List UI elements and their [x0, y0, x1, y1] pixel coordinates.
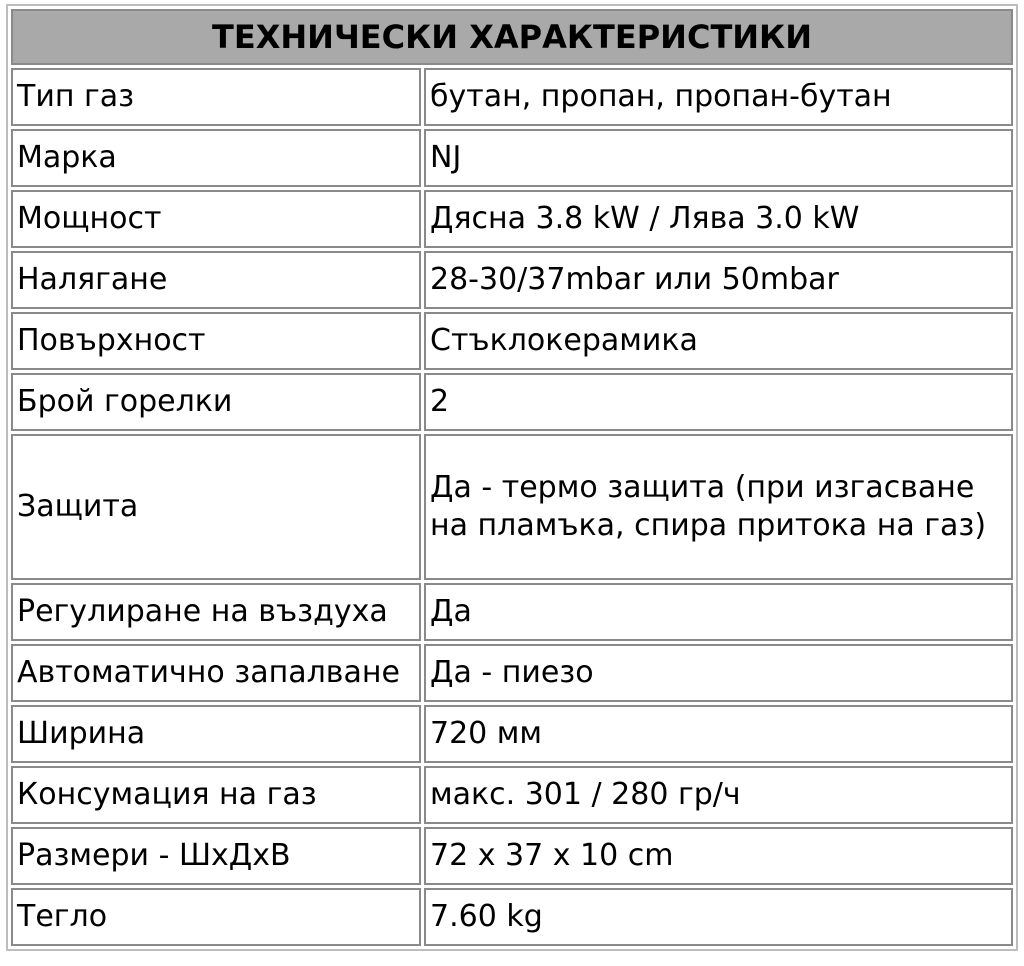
spec-value: 2 [424, 373, 1013, 431]
spec-row-air-regulation [11, 583, 1013, 641]
spec-value: Дясна 3.8 kW / Лява 3.0 kW [424, 190, 1013, 248]
spec-value: 72 x 37 x 10 cm [424, 827, 1013, 885]
spec-table [6, 4, 1018, 951]
spec-value: Да - пиезо [424, 644, 1013, 702]
spec-row-brand [11, 129, 1013, 187]
spec-row-dimensions [11, 827, 1013, 885]
spec-label: Налягане [11, 251, 421, 309]
spec-row-surface [11, 312, 1013, 370]
spec-label: Защита [11, 434, 421, 580]
spec-value: NJ [424, 129, 1013, 187]
spec-label: Размери - ШxДxВ [11, 827, 421, 885]
spec-label: Консумация на газ [11, 766, 421, 824]
spec-label: Ширина [11, 705, 421, 763]
spec-row-weight [11, 888, 1013, 946]
spec-row-pressure [11, 251, 1013, 309]
spec-value: бутан, пропан, пропан-бутан [424, 68, 1013, 126]
spec-row-burners [11, 373, 1013, 431]
spec-value: макс. 301 / 280 гр/ч [424, 766, 1013, 824]
spec-label: Брой горелки [11, 373, 421, 431]
table-title: ТЕХНИЧЕСКИ ХАРАКТЕРИСТИКИ [11, 9, 1013, 65]
spec-row-protection [11, 434, 1013, 580]
spec-value: 28-30/37mbar или 50mbar [424, 251, 1013, 309]
spec-label: Мощност [11, 190, 421, 248]
spec-row-gas-consumption [11, 766, 1013, 824]
spec-label: Регулиране на въздуха [11, 583, 421, 641]
spec-value: 7.60 kg [424, 888, 1013, 946]
spec-label: Марка [11, 129, 421, 187]
spec-value: 720 мм [424, 705, 1013, 763]
title-row [11, 9, 1013, 65]
spec-row-auto-ignition [11, 644, 1013, 702]
spec-value: Стъклокерамика [424, 312, 1013, 370]
spec-label: Тегло [11, 888, 421, 946]
spec-value: Да - термо защита (при изгасване на пламъка, спира притока на газ) [424, 434, 1013, 580]
spec-value: Да [424, 583, 1013, 641]
spec-row-gas-type [11, 68, 1013, 126]
spec-label: Тип газ [11, 68, 421, 126]
spec-label: Автоматично запалване [11, 644, 421, 702]
spec-label: Повърхност [11, 312, 421, 370]
spec-row-width [11, 705, 1013, 763]
spec-row-power [11, 190, 1013, 248]
